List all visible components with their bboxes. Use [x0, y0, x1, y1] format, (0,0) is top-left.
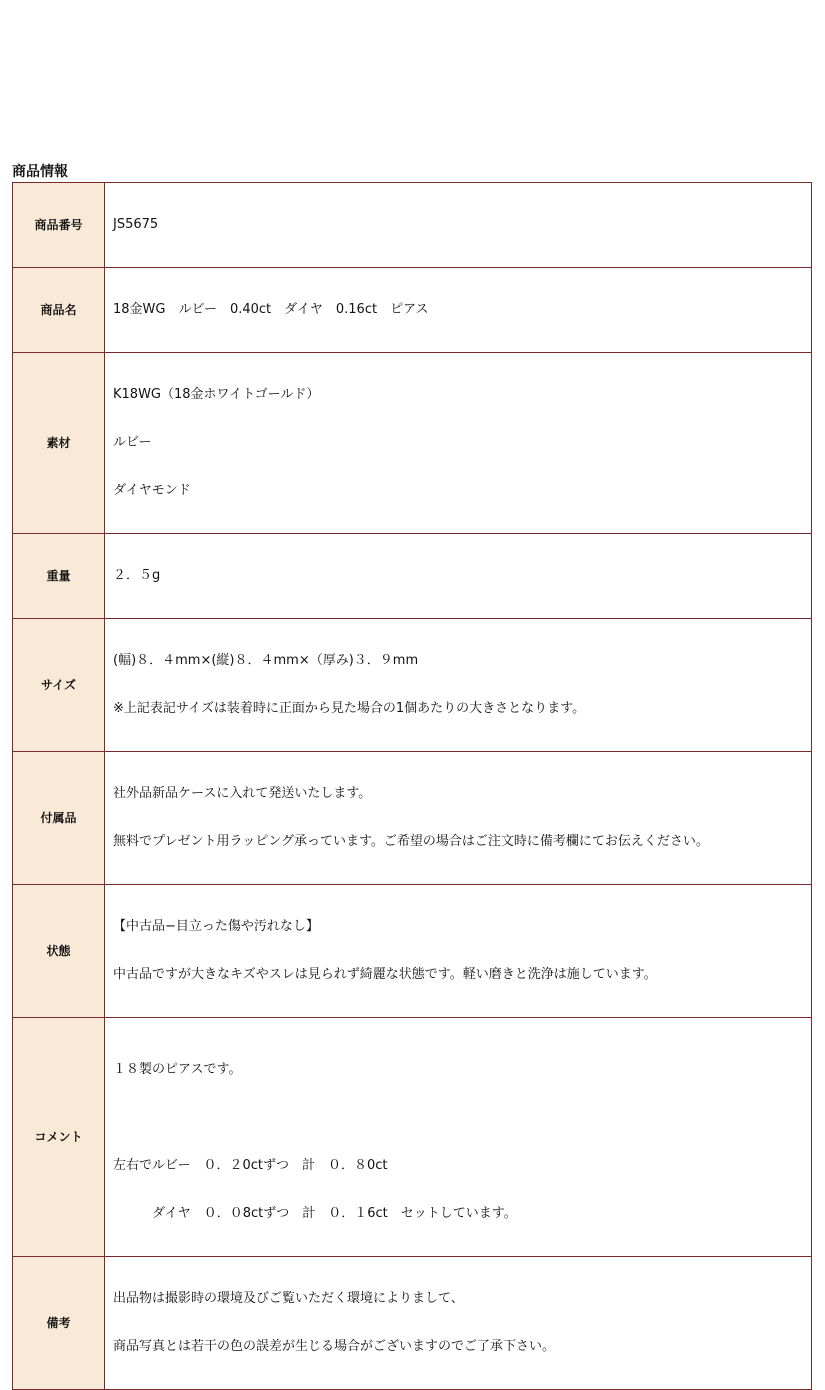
- value-line: ダイヤモンド: [113, 483, 191, 498]
- value-line: ルビー: [113, 435, 152, 450]
- blank-line: [113, 1110, 805, 1126]
- value-line: 左右でルビー ０．２0ctずつ 計 ０．８0ct: [113, 1158, 388, 1173]
- table-row: [13, 183, 812, 268]
- value-line: 18金WG ルビー 0.40ct ダイヤ 0.16ct ピアス: [113, 302, 429, 317]
- row-value: [105, 183, 812, 268]
- row-label: コメント: [13, 1018, 105, 1257]
- row-label: 付属品: [13, 752, 105, 885]
- row-value: [105, 1257, 812, 1390]
- value-line: (幅)８．４mm×(縦)８．４mm×（厚み)３．９mm: [113, 653, 419, 668]
- value-line: 中古品ですが大きなキズやスレは見られず綺麗な状態です。軽い磨きと洗浄は施しています。: [113, 967, 657, 982]
- row-label: サイズ: [13, 619, 105, 752]
- product-info-table: [12, 182, 812, 1390]
- value-line: 出品物は撮影時の環境及びご覧いただく環境によりまして、: [113, 1291, 464, 1306]
- value-line: JS5675: [113, 217, 159, 232]
- table-row: [13, 353, 812, 534]
- row-value: [105, 1018, 812, 1257]
- row-value: [105, 353, 812, 534]
- value-line: １８製のピアスです。: [113, 1062, 242, 1077]
- value-line: K18WG（18金ホワイトゴールド）: [113, 387, 320, 402]
- value-line: ダイヤ ０．０8ctずつ 計 ０．１6ct セットしています。: [113, 1206, 517, 1221]
- table-row: [13, 1018, 812, 1257]
- row-label: 商品番号: [13, 183, 105, 268]
- value-line: 商品写真とは若干の色の誤差が生じる場合がございますのでご了承下さい。: [113, 1339, 556, 1354]
- row-value: [105, 619, 812, 752]
- table-row: [13, 752, 812, 885]
- value-line: 社外品新品ケースに入れて発送いたします。: [113, 786, 372, 801]
- table-row: [13, 534, 812, 619]
- row-label: 備考: [13, 1257, 105, 1390]
- value-line: ２．５g: [113, 568, 161, 583]
- value-line: 【中古品−目立った傷や汚れなし】: [113, 919, 319, 934]
- value-line: 無料でプレゼント用ラッピング承っています。ご希望の場合はご注文時に備考欄にてお伝えください。: [113, 834, 709, 849]
- value-line: ※上記表記サイズは装着時に正面から見た場合の1個あたりの大きさとなります。: [113, 701, 586, 716]
- table-row: [13, 619, 812, 752]
- table-row: [13, 1257, 812, 1390]
- row-label: 重量: [13, 534, 105, 619]
- row-value: [105, 752, 812, 885]
- row-label: 商品名: [13, 268, 105, 353]
- row-value: [105, 534, 812, 619]
- row-value: [105, 268, 812, 353]
- table-row: [13, 268, 812, 353]
- row-value: [105, 885, 812, 1018]
- table-row: [13, 885, 812, 1018]
- row-label: 素材: [13, 353, 105, 534]
- row-label: 状態: [13, 885, 105, 1018]
- section-title: 商品情報: [12, 164, 68, 180]
